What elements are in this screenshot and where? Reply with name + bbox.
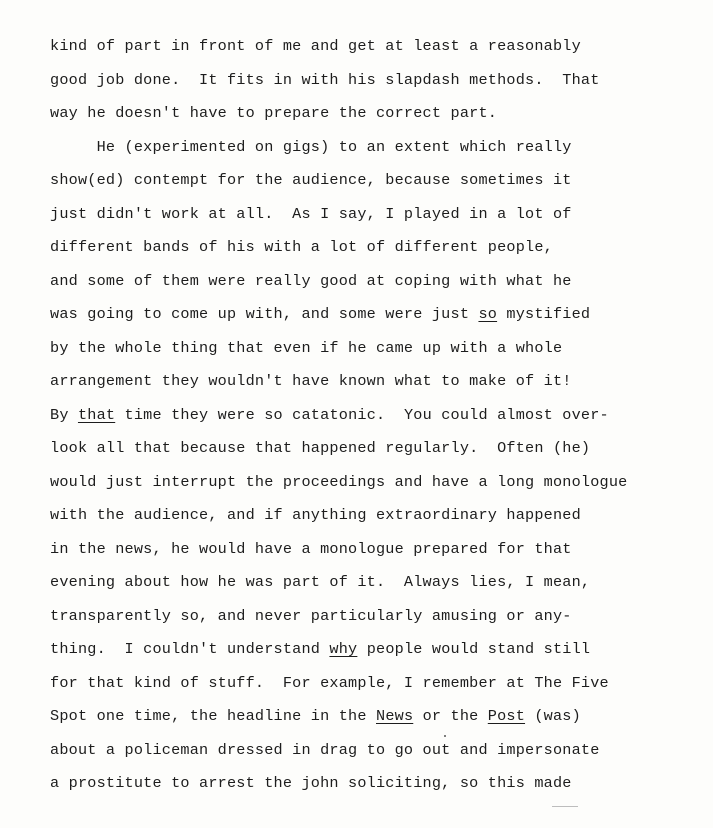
text-segment: a prostitute to arrest the john soliciting, so this made (50, 774, 572, 792)
underlined-word: News (376, 707, 414, 725)
underlined-word: that (77, 405, 116, 424)
text-segment: thing. I couldn't understand (50, 640, 330, 658)
text-line (50, 700, 710, 734)
text-segment: evening about how he was part of it. Always lies, I mean, (50, 573, 591, 591)
scan-mark (552, 806, 578, 807)
text-segment: just didn't work at all. As I say, I played in a lot of (50, 204, 572, 223)
text-segment: good job done. It fits in with his slapdash methods. That (50, 70, 600, 89)
text-line (50, 64, 710, 98)
text-segment: Spot one time, the headline in the (50, 707, 376, 725)
text-line (50, 298, 710, 332)
text-line (50, 667, 710, 701)
text-segment: look all that because that happened regularly. Often (he) (50, 439, 591, 457)
text-segment: or the (413, 707, 488, 725)
text-segment: arrangement they wouldn't have known what to make of it! (50, 372, 572, 390)
text-segment: about a policeman dressed in drag to go out and impersonate (50, 740, 600, 759)
text-segment: show(ed) contempt for the audience, because sometimes it (50, 171, 572, 189)
text-segment: kind of part in front of me and get at least a reasonably (50, 37, 581, 55)
text-line (50, 566, 710, 600)
text-line (50, 97, 710, 131)
text-segment: different bands of his with a lot of different people, (50, 238, 553, 256)
text-line (50, 432, 710, 466)
text-line (50, 164, 710, 198)
text-segment: (was) (525, 707, 581, 725)
text-line (50, 767, 710, 801)
underlined-word: Post (487, 707, 526, 725)
text-line (50, 198, 710, 232)
text-segment: By (50, 405, 78, 424)
text-segment: transparently so, and never particularly amusing or any- (50, 606, 572, 625)
text-line (50, 600, 710, 634)
text-segment: He (experimented on gigs) to an extent which really (50, 137, 572, 156)
text-line (50, 633, 710, 667)
underlined-word: why (329, 640, 358, 658)
text-line (50, 499, 710, 533)
text-line (50, 30, 710, 64)
text-segment: time they were so catatonic. You could almost over- (115, 405, 609, 424)
text-segment: with the audience, and if anything extraordinary happened (50, 506, 581, 524)
scan-speck (444, 735, 446, 737)
text-segment: in the news, he would have a monologue prepared for that (50, 539, 572, 558)
text-segment: people would stand still (357, 640, 591, 658)
text-line (50, 265, 710, 299)
text-segment: way he doesn't have to prepare the correct part. (50, 104, 498, 122)
text-segment: would just interrupt the proceedings and have a long monologue (50, 472, 628, 491)
text-segment: for that kind of stuff. For example, I remember at The Five (50, 673, 609, 692)
text-segment: mystified (497, 305, 591, 323)
text-line (50, 231, 710, 265)
text-line (50, 399, 710, 433)
text-segment: and some of them were really good at coping with what he (50, 271, 572, 290)
text-line (50, 533, 710, 567)
text-line (50, 131, 710, 165)
text-segment: by the whole thing that even if he came up with a whole (50, 338, 563, 357)
text-line (50, 466, 710, 500)
text-line (50, 332, 710, 366)
typewritten-text (50, 30, 710, 801)
text-line (50, 365, 710, 399)
underlined-word: so (478, 305, 498, 323)
text-line (50, 734, 710, 768)
text-segment: was going to come up with, and some were just (50, 305, 479, 323)
